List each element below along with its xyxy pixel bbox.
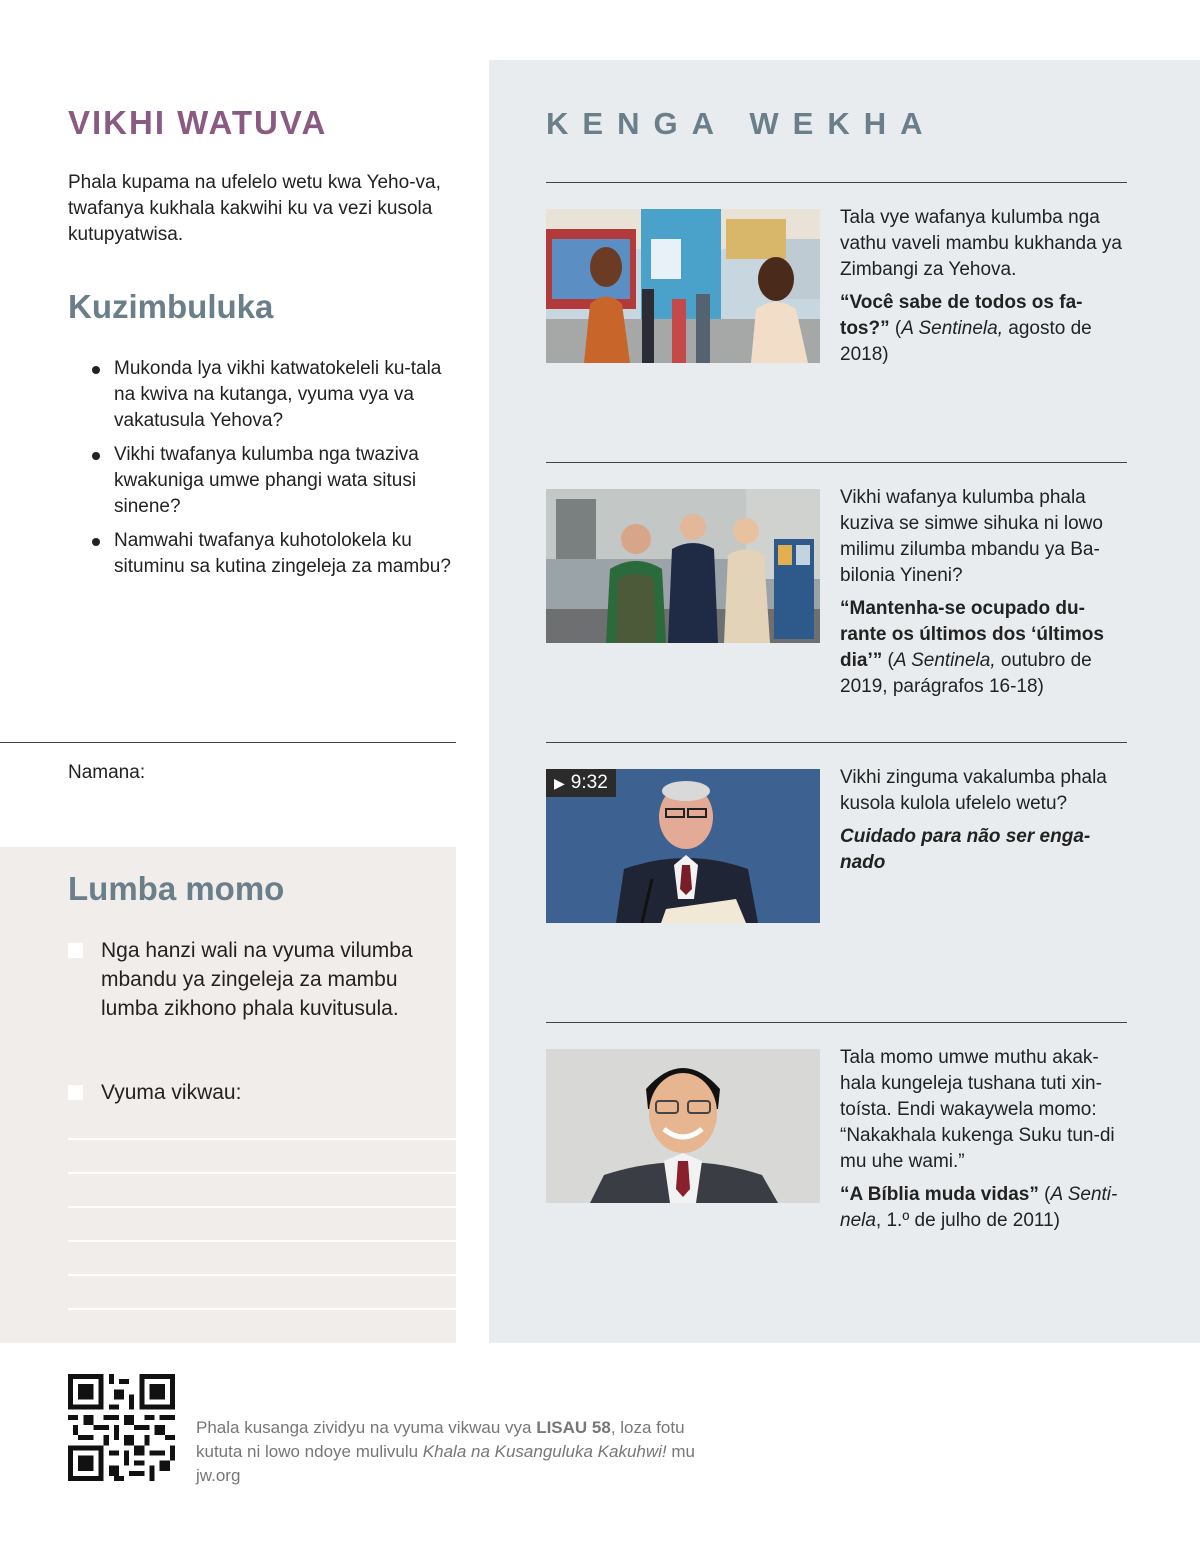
writing-line[interactable]	[68, 1240, 456, 1242]
review-questions	[92, 356, 462, 588]
checkbox[interactable]	[68, 943, 83, 958]
card-reference[interactable]: “A Bíblia muda vidas” (A Senti-nela, 1.º de julho de 2011)	[840, 1184, 1118, 1231]
qr-code-icon[interactable]	[68, 1374, 175, 1481]
video-duration-badge: ▶ 9:32	[546, 769, 616, 797]
review-question: Mukonda lya vikhi katwatokeleli ku-tala na kwiva na kutanga, vyuma vya va vakatusula Yehova?	[92, 356, 462, 434]
divider	[546, 1022, 1127, 1023]
checkbox[interactable]	[68, 1085, 83, 1100]
explore-title: KENGA WEKHA	[546, 106, 937, 141]
card-text: Vikhi zinguma vakalumba phala kusola kulola ufelelo wetu?	[840, 767, 1107, 814]
bullet-icon	[92, 538, 100, 546]
people-with-phones-illustration[interactable]	[546, 209, 820, 363]
review-question: Vikhi twafanya kulumba nga twaziva kwakuniga umwe phangi wata situsi sinene?	[92, 442, 462, 520]
try-this-item: Nga hanzi wali na vyuma vilumba mbandu ya zingeleja za mambu lumba zikhono phala kuvitusula.	[101, 939, 413, 1020]
footer-note: Phala kusanga zividyu na vyuma vikwau vya LISAU 58, loza fotu kututa ni lowo ndoye mulivulu Khala na Kusanguluka Kakuhwi! mu jw.org	[196, 1418, 695, 1485]
play-icon[interactable]: ▶	[554, 775, 565, 791]
try-this-title: Lumba momo	[68, 870, 285, 907]
divider	[0, 742, 456, 743]
smiling-man-portrait[interactable]	[546, 1049, 820, 1203]
card-text: Vikhi wafanya kulumba phala kuziva se simwe sihuka ni lowo milimu zilumba mbandu ya Ba-bilonia Yineni?	[840, 487, 1103, 586]
card-reference[interactable]: “Mantenha-se ocupado du-rante os últimos dos ‘últimos dia’” (A Sentinela, outubro de 2019, parágrafos 16-18)	[840, 598, 1104, 697]
bullet-icon	[92, 452, 100, 460]
try-this-other-label: Vyuma vikwau:	[101, 1081, 242, 1104]
card-reference[interactable]: “Você sabe de todos os fa-tos?” (A Sentinela, agosto de 2018)	[840, 292, 1092, 365]
card-text: Tala vye wafanya kulumba nga vathu vaveli mambu kukhanda ya Zimbangi za Yehova.	[840, 207, 1122, 280]
card-text: Tala momo umwe muthu akak-hala kungeleja tushana tuti xin-toísta. Endi wakaywela momo: “Nakakhala kukenga Suku tun-di mu uhe wami.”	[840, 1047, 1115, 1172]
writing-line[interactable]	[68, 1274, 456, 1276]
witnessing-cart-photo[interactable]	[546, 489, 820, 643]
bullet-icon	[92, 366, 100, 374]
divider	[546, 182, 1127, 183]
summary-text: Phala kupama na ufelelo wetu kwa Yeho-va, twafanya kukhala kakwihi ku va vezi kusola kutupyatwisa.	[68, 172, 441, 245]
writing-line[interactable]	[68, 1308, 456, 1310]
summary-title: VIKHI WATUVA	[68, 104, 328, 141]
review-title: Kuzimbuluka	[68, 288, 274, 325]
writing-line[interactable]	[68, 1206, 456, 1208]
card-reference[interactable]: Cuidado para não ser enga-nado	[840, 826, 1091, 873]
divider	[546, 462, 1127, 463]
writing-line[interactable]	[68, 1172, 456, 1174]
review-question: Namwahi twafanya kuhotolokela ku situminu sa kutina zingeleja za mambu?	[92, 528, 462, 580]
notes-label: Namana:	[68, 762, 146, 783]
divider	[546, 742, 1127, 743]
writing-line[interactable]	[68, 1138, 456, 1140]
